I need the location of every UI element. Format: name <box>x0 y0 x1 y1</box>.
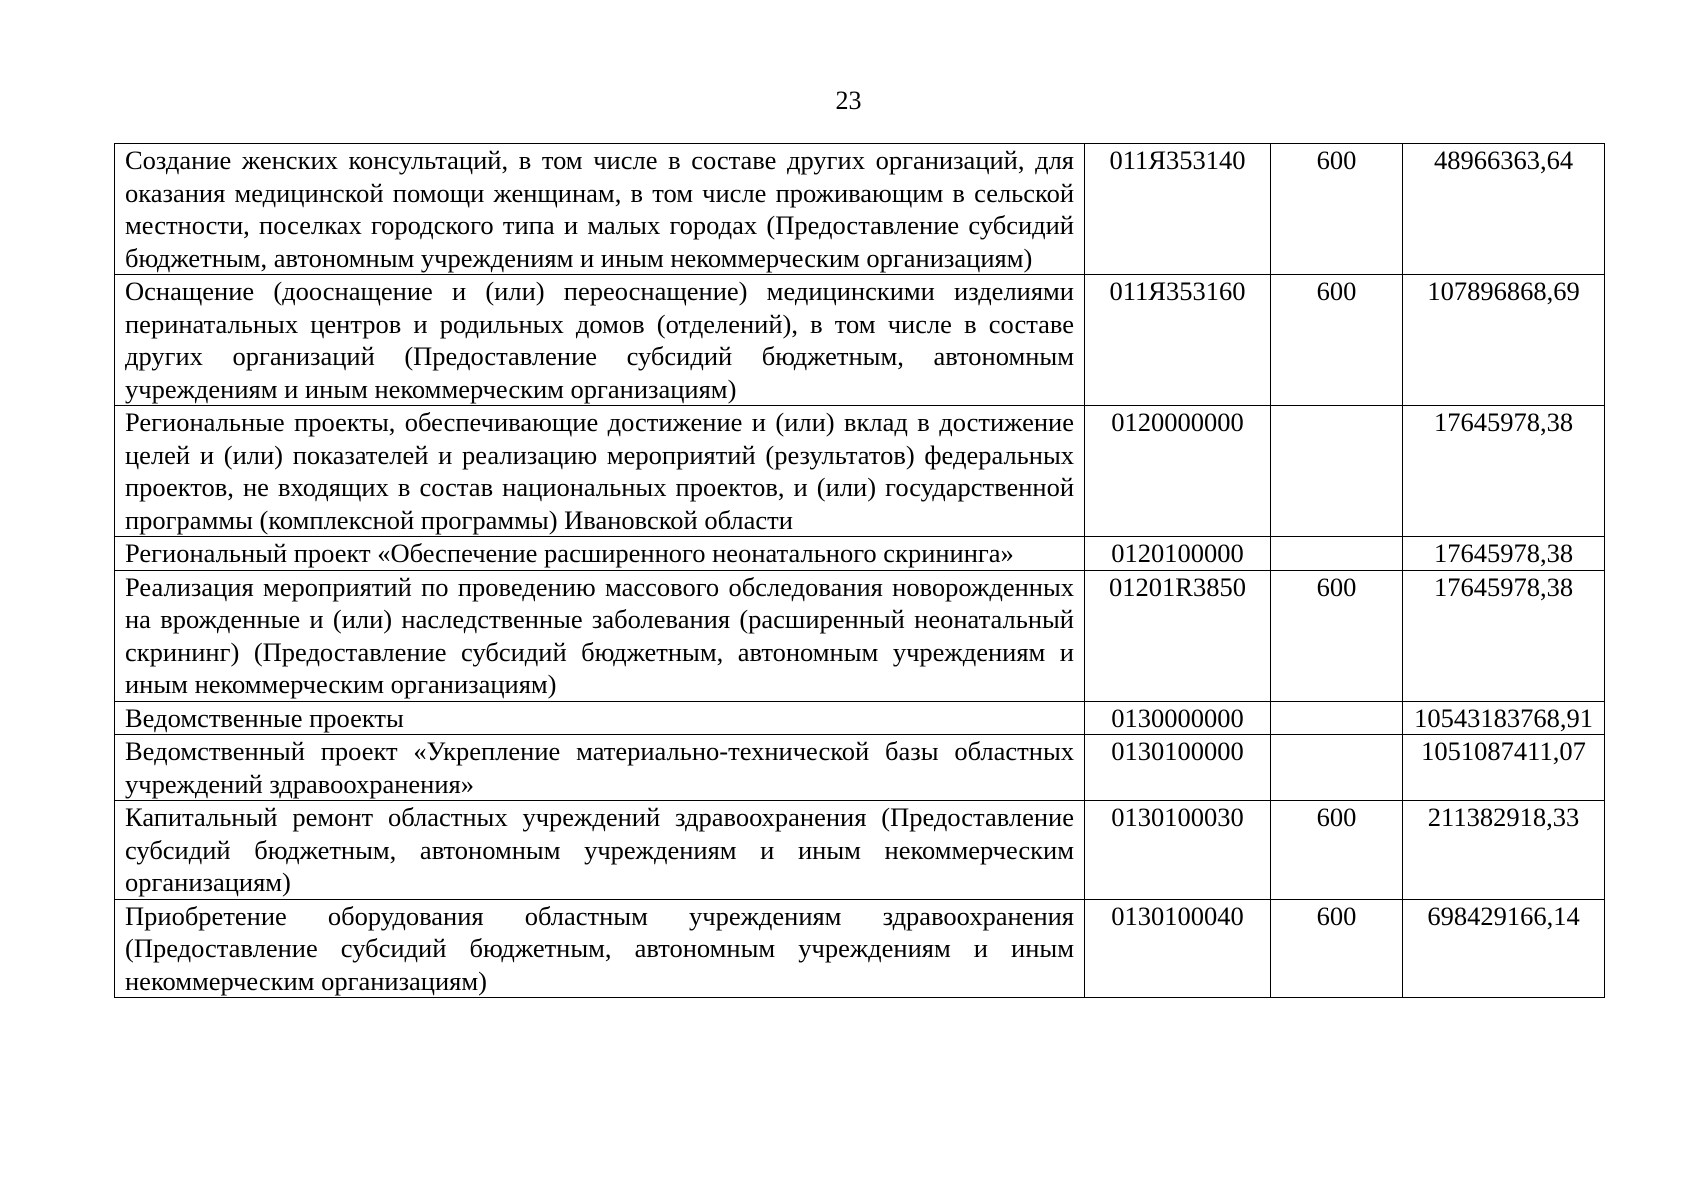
row-code: 0130100040 <box>1085 899 1271 998</box>
row-name: Приобретение оборудования областным учреждениям здравоохранения (Предоставление субсидий бюджетным, автономным учреждениям и иным некоммерческим организациям) <box>115 899 1085 998</box>
row-expense-type: 600 <box>1271 275 1403 406</box>
table-row <box>115 899 1605 998</box>
table-row <box>115 735 1605 801</box>
row-code: 0120100000 <box>1085 537 1271 571</box>
table-row <box>115 570 1605 701</box>
row-code: 0130000000 <box>1085 701 1271 735</box>
row-amount: 17645978,38 <box>1403 406 1605 537</box>
row-name: Ведомственный проект «Укрепление материально-технической базы областных учреждений здравоохранения» <box>115 735 1085 801</box>
table-row <box>115 801 1605 900</box>
row-name: Оснащение (дооснащение и (или) переоснащение) медицинскими изделиями перинатальных центров и родильных домов (отделений), в том числе в составе других организаций (Предоставление субсидий бюджетным, автономным учреждениям и иным некоммерческим организациям) <box>115 275 1085 406</box>
row-amount: 10543183768,91 <box>1403 701 1605 735</box>
table-row <box>115 537 1605 571</box>
row-name: Региональные проекты, обеспечивающие достижение и (или) вклад в достижение целей и (или) показателей и реализацию мероприятий (результатов) федеральных проектов, не входящих в состав национальных проектов, и (или) государственной программы (комплексной программы) Ивановской области <box>115 406 1085 537</box>
row-code: 0130100030 <box>1085 801 1271 900</box>
table-row <box>115 144 1605 275</box>
table-row <box>115 701 1605 735</box>
budget-table <box>114 143 1605 998</box>
row-expense-type: 600 <box>1271 570 1403 701</box>
row-amount: 17645978,38 <box>1403 570 1605 701</box>
table-row <box>115 275 1605 406</box>
row-amount: 48966363,64 <box>1403 144 1605 275</box>
row-name: Реализация мероприятий по проведению массового обследования новорожденных на врожденные и (или) наследственные заболевания (расширенный неонатальный скрининг) (Предоставление субсидий бюджетным, автономным учреждениям и иным некоммерческим организациям) <box>115 570 1085 701</box>
row-expense-type: 600 <box>1271 801 1403 900</box>
row-code: 0120000000 <box>1085 406 1271 537</box>
row-amount: 698429166,14 <box>1403 899 1605 998</box>
row-code: 01201R3850 <box>1085 570 1271 701</box>
row-expense-type: 600 <box>1271 899 1403 998</box>
row-amount: 107896868,69 <box>1403 275 1605 406</box>
table-row <box>115 406 1605 537</box>
row-code: 011Я353160 <box>1085 275 1271 406</box>
page-number: 23 <box>835 86 862 115</box>
row-name: Региональный проект «Обеспечение расширенного неонатального скрининга» <box>115 537 1085 571</box>
row-amount: 17645978,38 <box>1403 537 1605 571</box>
row-name: Создание женских консультаций, в том числе в составе других организаций, для оказания медицинской помощи женщинам, в том числе проживающим в сельской местности, поселках городского типа и малых городах (Предоставление субсидий бюджетным, автономным учреждениям и иным некоммерческим организациям) <box>115 144 1085 275</box>
row-code: 0130100000 <box>1085 735 1271 801</box>
row-expense-type <box>1271 537 1403 571</box>
row-amount: 211382918,33 <box>1403 801 1605 900</box>
row-expense-type: 600 <box>1271 144 1403 275</box>
row-name: Капитальный ремонт областных учреждений здравоохранения (Предоставление субсидий бюджетным, автономным учреждениям и иным некоммерческим организациям) <box>115 801 1085 900</box>
row-name: Ведомственные проекты <box>115 701 1085 735</box>
row-code: 011Я353140 <box>1085 144 1271 275</box>
row-expense-type <box>1271 735 1403 801</box>
row-expense-type <box>1271 701 1403 735</box>
row-expense-type <box>1271 406 1403 537</box>
row-amount: 1051087411,07 <box>1403 735 1605 801</box>
